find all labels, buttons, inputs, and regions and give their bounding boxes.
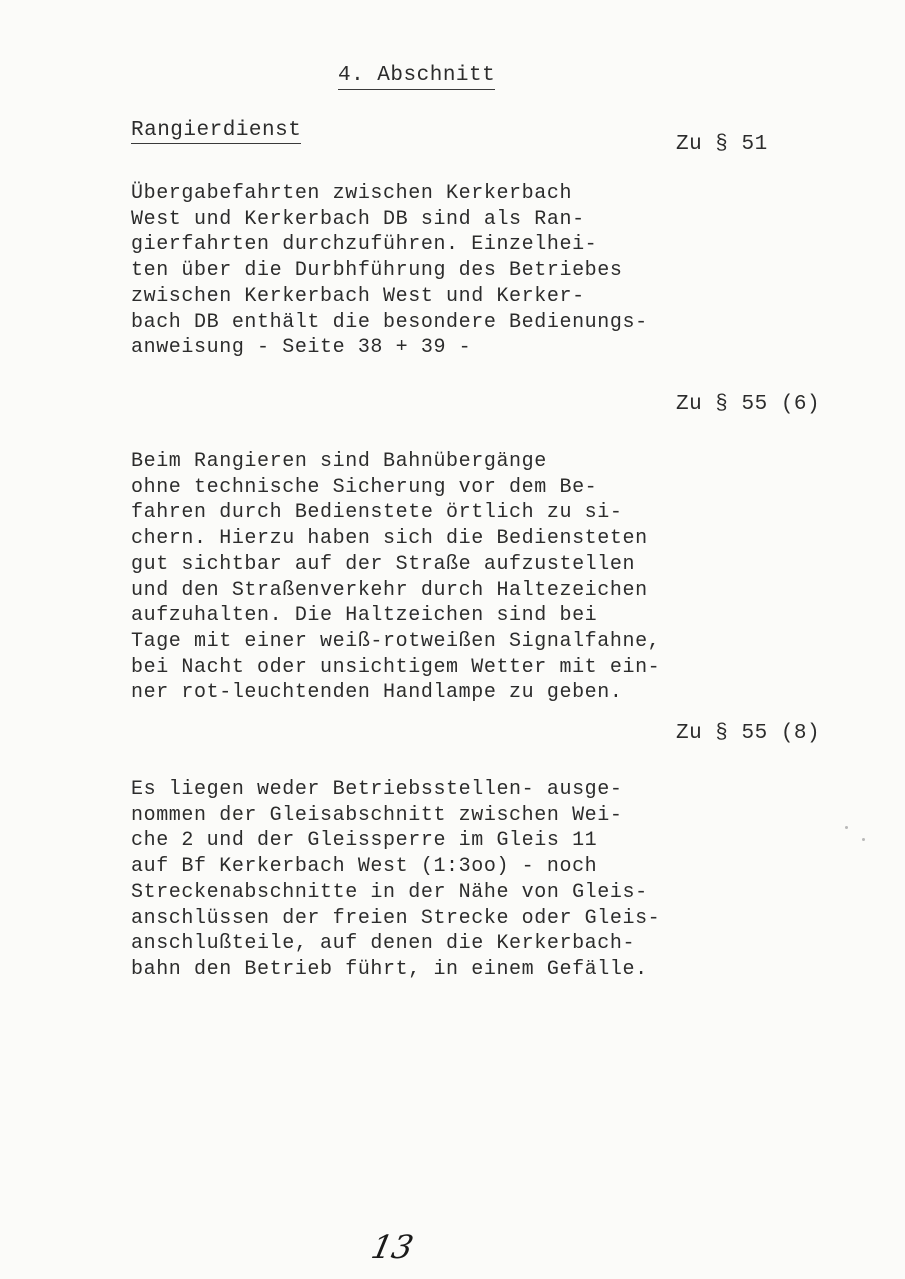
text-line: gierfahrten durchzuführen. Einzelhei- bbox=[131, 233, 598, 257]
text-line: zwischen Kerkerbach West und Kerker- bbox=[131, 284, 585, 308]
text-line: anschlußteile, auf denen die Kerkerbach- bbox=[131, 932, 636, 956]
paper-speck bbox=[862, 838, 865, 841]
text-line: Streckenabschnitte in der Nähe von Gleis- bbox=[131, 880, 648, 904]
text-line: Übergabefahrten zwischen Kerkerbach bbox=[131, 182, 573, 205]
text-line: und den Straßenverkehr durch Haltezeichen bbox=[131, 578, 648, 602]
text-line: Beim Rangieren sind Bahnübergänge bbox=[131, 450, 547, 473]
section-reference: Zu § 55 (6) bbox=[676, 393, 821, 416]
text-line: bei Nacht oder unsichtigem Wetter mit ein- bbox=[131, 655, 661, 679]
chapter-heading: 4. Abschnitt bbox=[338, 64, 495, 90]
text-line: auf Bf Kerkerbach West (1:3oo) - noch bbox=[131, 855, 598, 879]
text-line: West und Kerkerbach DB sind als Ran- bbox=[131, 207, 585, 231]
text-line: bahn den Betrieb führt, in einem Gefälle. bbox=[131, 957, 648, 981]
paragraph bbox=[131, 449, 851, 706]
text-line: Es liegen weder Betriebsstellen- ausge- bbox=[131, 778, 623, 801]
text-line: bach DB enthält die besondere Bedienungs- bbox=[131, 310, 648, 334]
section-reference: Zu § 51 bbox=[676, 133, 768, 156]
section-reference: Zu § 55 (8) bbox=[676, 722, 821, 745]
handwritten-page-number: 13 bbox=[367, 1228, 417, 1266]
text-line: ohne technische Sicherung vor dem Be- bbox=[131, 475, 598, 499]
text-line: chern. Hierzu haben sich die Bediensteten bbox=[131, 527, 648, 551]
text-line: ner rot-leuchtenden Handlampe zu geben. bbox=[131, 681, 623, 705]
text-line: anweisung - Seite 38 + 39 - bbox=[131, 336, 472, 360]
text-line: nommen der Gleisabschnitt zwischen Wei- bbox=[131, 803, 623, 827]
text-line: Tage mit einer weiß-rotweißen Signalfahne, bbox=[131, 629, 661, 653]
paragraph bbox=[131, 181, 851, 361]
text-line: gut sichtbar auf der Straße aufzustellen bbox=[131, 552, 636, 576]
text-line: aufzuhalten. Die Haltzeichen sind bei bbox=[131, 604, 598, 628]
text-line: ten über die Durbhführung des Betriebes bbox=[131, 259, 623, 283]
section-heading: Rangierdienst bbox=[131, 119, 302, 142]
text-line: fahren durch Bedienstete örtlich zu si- bbox=[131, 501, 623, 525]
paragraph bbox=[131, 777, 851, 983]
text-line: anschlüssen der freien Strecke oder Gleis- bbox=[131, 906, 661, 930]
paper-speck bbox=[845, 826, 848, 829]
text-line: che 2 und der Gleissperre im Gleis 11 bbox=[131, 829, 598, 853]
